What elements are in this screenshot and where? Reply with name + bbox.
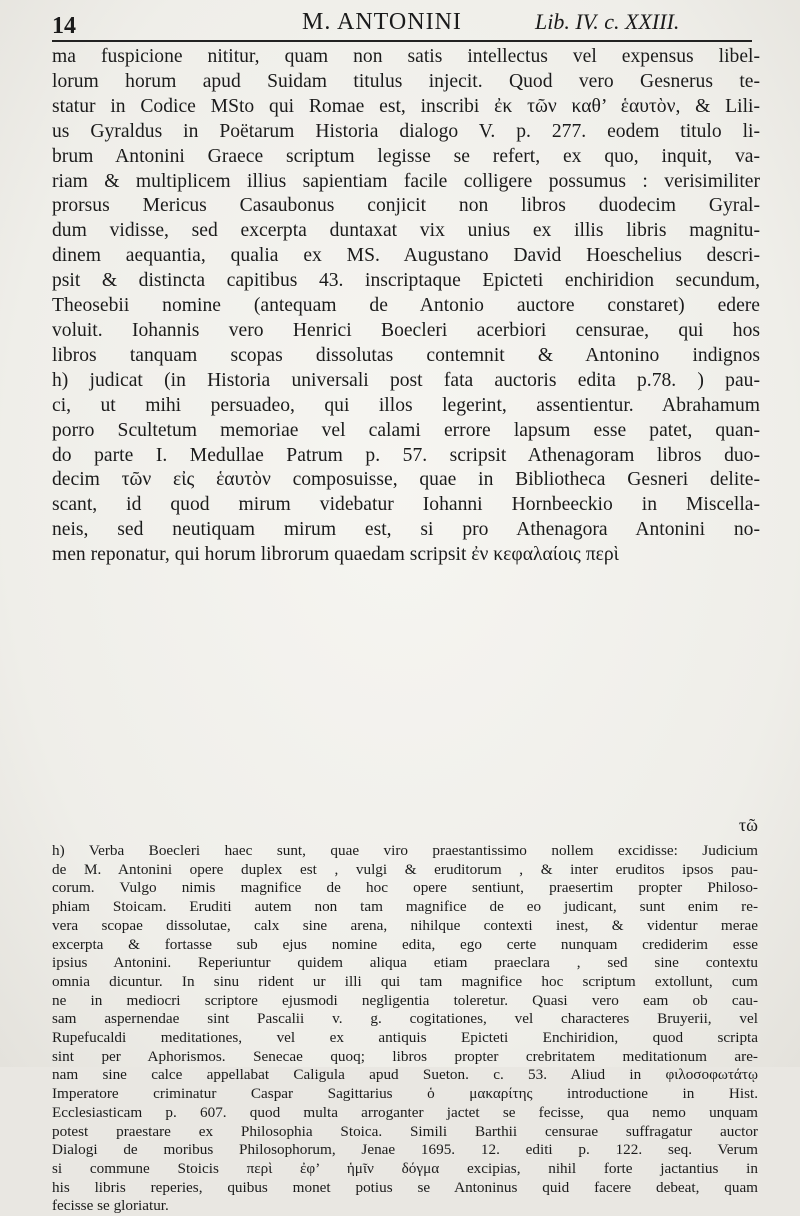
footnote-line: potest praestare ex Philosophia Stoica. Simili Barthii censurae suffragatur auctor: [52, 1122, 758, 1140]
body-line: men reponatur, qui horum librorum quaedam scripsit ἐν κεφαλαίοις περὶ: [52, 544, 619, 566]
body-line: brum Antonini Graece scriptum legisse se refert, ex quo, inquit, va-: [52, 145, 760, 167]
book-chapter-reference: Lib. IV. c. XXIII.: [535, 9, 680, 34]
body-line: riam & multiplicem illius sapientiam facile colligere possumus : verisimiliter: [52, 170, 760, 192]
body-line: ci, ut mihi persuadeo, qui illos legerint, assentientur. Abrahamum: [52, 394, 760, 416]
main-text: [52, 45, 760, 568]
footnote-line: vera scopae dissolutae, calx sine arena, nihilque contexti inest, & videntur merae: [52, 916, 758, 934]
running-head: M. ANTONINI: [302, 9, 462, 35]
page-number: 14: [52, 13, 76, 39]
header-rule: [52, 40, 752, 42]
body-line: voluit. Iohannis vero Henrici Boecleri acerbiori censurae, qui hos: [52, 319, 760, 341]
footnote-line: nam sine calce appellabat Caligula apud Sueton. c. 53. Aliud in φιλοσοφωτάτῳ: [52, 1066, 758, 1084]
page-header: [52, 5, 752, 41]
body-line: prorsus Mericus Casaubonus conjicit non libros duodecim Gyral-: [52, 195, 760, 217]
footnote-line: de M. Antonini opere duplex est , vulgi & eruditorum , & inter eruditos ipsos pau-: [52, 860, 758, 878]
footnote-line: phiam Stoicam. Eruditi autem non tam magnifice de eo judicant, sunt enim re-: [52, 898, 758, 916]
footnote-line: his libris reperies, quibus monet potius se Antoninus quid facere debeat, quam: [52, 1178, 758, 1196]
footnote-line: ne in mediocri scriptore ejusmodi negligentia toleretur. Quasi vero eam ob cau-: [52, 991, 758, 1009]
footnote-line: h) Verba Boecleri haec sunt, quae viro praestantissimo nollem excidisse: Judicium: [52, 842, 758, 859]
body-line: decim τῶν εἰς ἑαυτὸν composuisse, quae in Bibliotheca Gesneri delite-: [52, 469, 760, 491]
body-line: statur in Codice MSto qui Romae est, inscribi ἐκ τῶν καθ’ ἑαυτὸν, & Lili-: [52, 95, 760, 117]
body-line: psit & distincta capitibus 43. inscriptaque Epicteti enchiridion secundum,: [52, 270, 760, 292]
body-line: lorum horum apud Suidam titulus injecit. Quod vero Gesnerus te-: [52, 70, 760, 92]
body-line: ma fuspicione nititur, quam non satis intellectus vel expensus libel-: [52, 46, 760, 67]
footnote-line: omnia dicuntur. In sinu rident ur illi qui tam magnifice hoc scriptum extollunt, cum: [52, 972, 758, 990]
catchword: τῶ: [738, 815, 758, 835]
body-line: dinem aequantia, qualia ex MS. Augustano David Hoeschelius descri-: [52, 245, 760, 267]
footnote-line: corum. Vulgo nimis magnifice de hoc opere sentiunt, praesertim propter Philoso-: [52, 879, 758, 897]
footnote-line: ipsius Antonini. Reperiuntur quidem aliqua etiam praeclara , sed sine contextu: [52, 954, 758, 972]
body-line: h) judicat (in Historia universali post fata auctoris edita p.78. ) pau-: [52, 369, 760, 391]
footnote-line: Dialogi de moribus Philosophorum, Jenae 1695. 12. editi p. 122. seq. Verum: [52, 1141, 758, 1159]
body-line: Theosebii nomine (antequam de Antonio auctore constaret) edere: [52, 295, 760, 317]
footnote-line: sam aspernendae sint Pascalii v. g. cogitationes, vel characteres Bruyerii, vel: [52, 1010, 758, 1028]
body-line: dum vidisse, sed excerpta duntaxat vix unius ex illis libris magnitu-: [52, 220, 760, 242]
footnote-line: Rupefucaldi meditationes, vel ex antiquis Epicteti Enchiridion, quod scripta: [52, 1029, 758, 1047]
body-line: do parte I. Medullae Patrum p. 57. scripsit Athenagoram libros duo-: [52, 444, 760, 466]
body-line: neis, sed neutiquam mirum est, si pro Athenagora Antonini no-: [52, 519, 760, 541]
footnote-line: si commune Stoicis περὶ ἐφ’ ἡμῖν δόγμα excipias, nihil forte jactantius in: [52, 1159, 758, 1177]
body-line: libros tanquam scopas dissolutas contemnit & Antonino indignos: [52, 344, 760, 366]
body-line: us Gyraldus in Poëtarum Historia dialogo V. p. 277. eodem titulo li-: [52, 120, 760, 142]
footnote-line: sint per Aphorismos. Senecae quoq; libros propter crebritatem meditationum are-: [52, 1047, 758, 1065]
body-line: scant, id quod mirum videbatur Iohanni Hornbeeckio in Miscella-: [52, 494, 760, 516]
footnote: [52, 842, 758, 1216]
footnote-line: Imperatore criminatur Caspar Sagittarius ὁ μακαρίτης introductione in Hist.: [52, 1085, 758, 1103]
body-line: porro Scultetum memoriae vel calami errore lapsum esse patet, quan-: [52, 419, 760, 441]
footnote-line: fecisse se gloriatur.: [52, 1197, 169, 1215]
footnote-line: excerpta & fortasse sub ejus nomine edita, ego certe nunquam crediderim esse: [52, 935, 758, 953]
footnote-line: Ecclesiasticam p. 607. quod multa arroganter jactet se fecisse, qua nemo unquam: [52, 1103, 758, 1121]
